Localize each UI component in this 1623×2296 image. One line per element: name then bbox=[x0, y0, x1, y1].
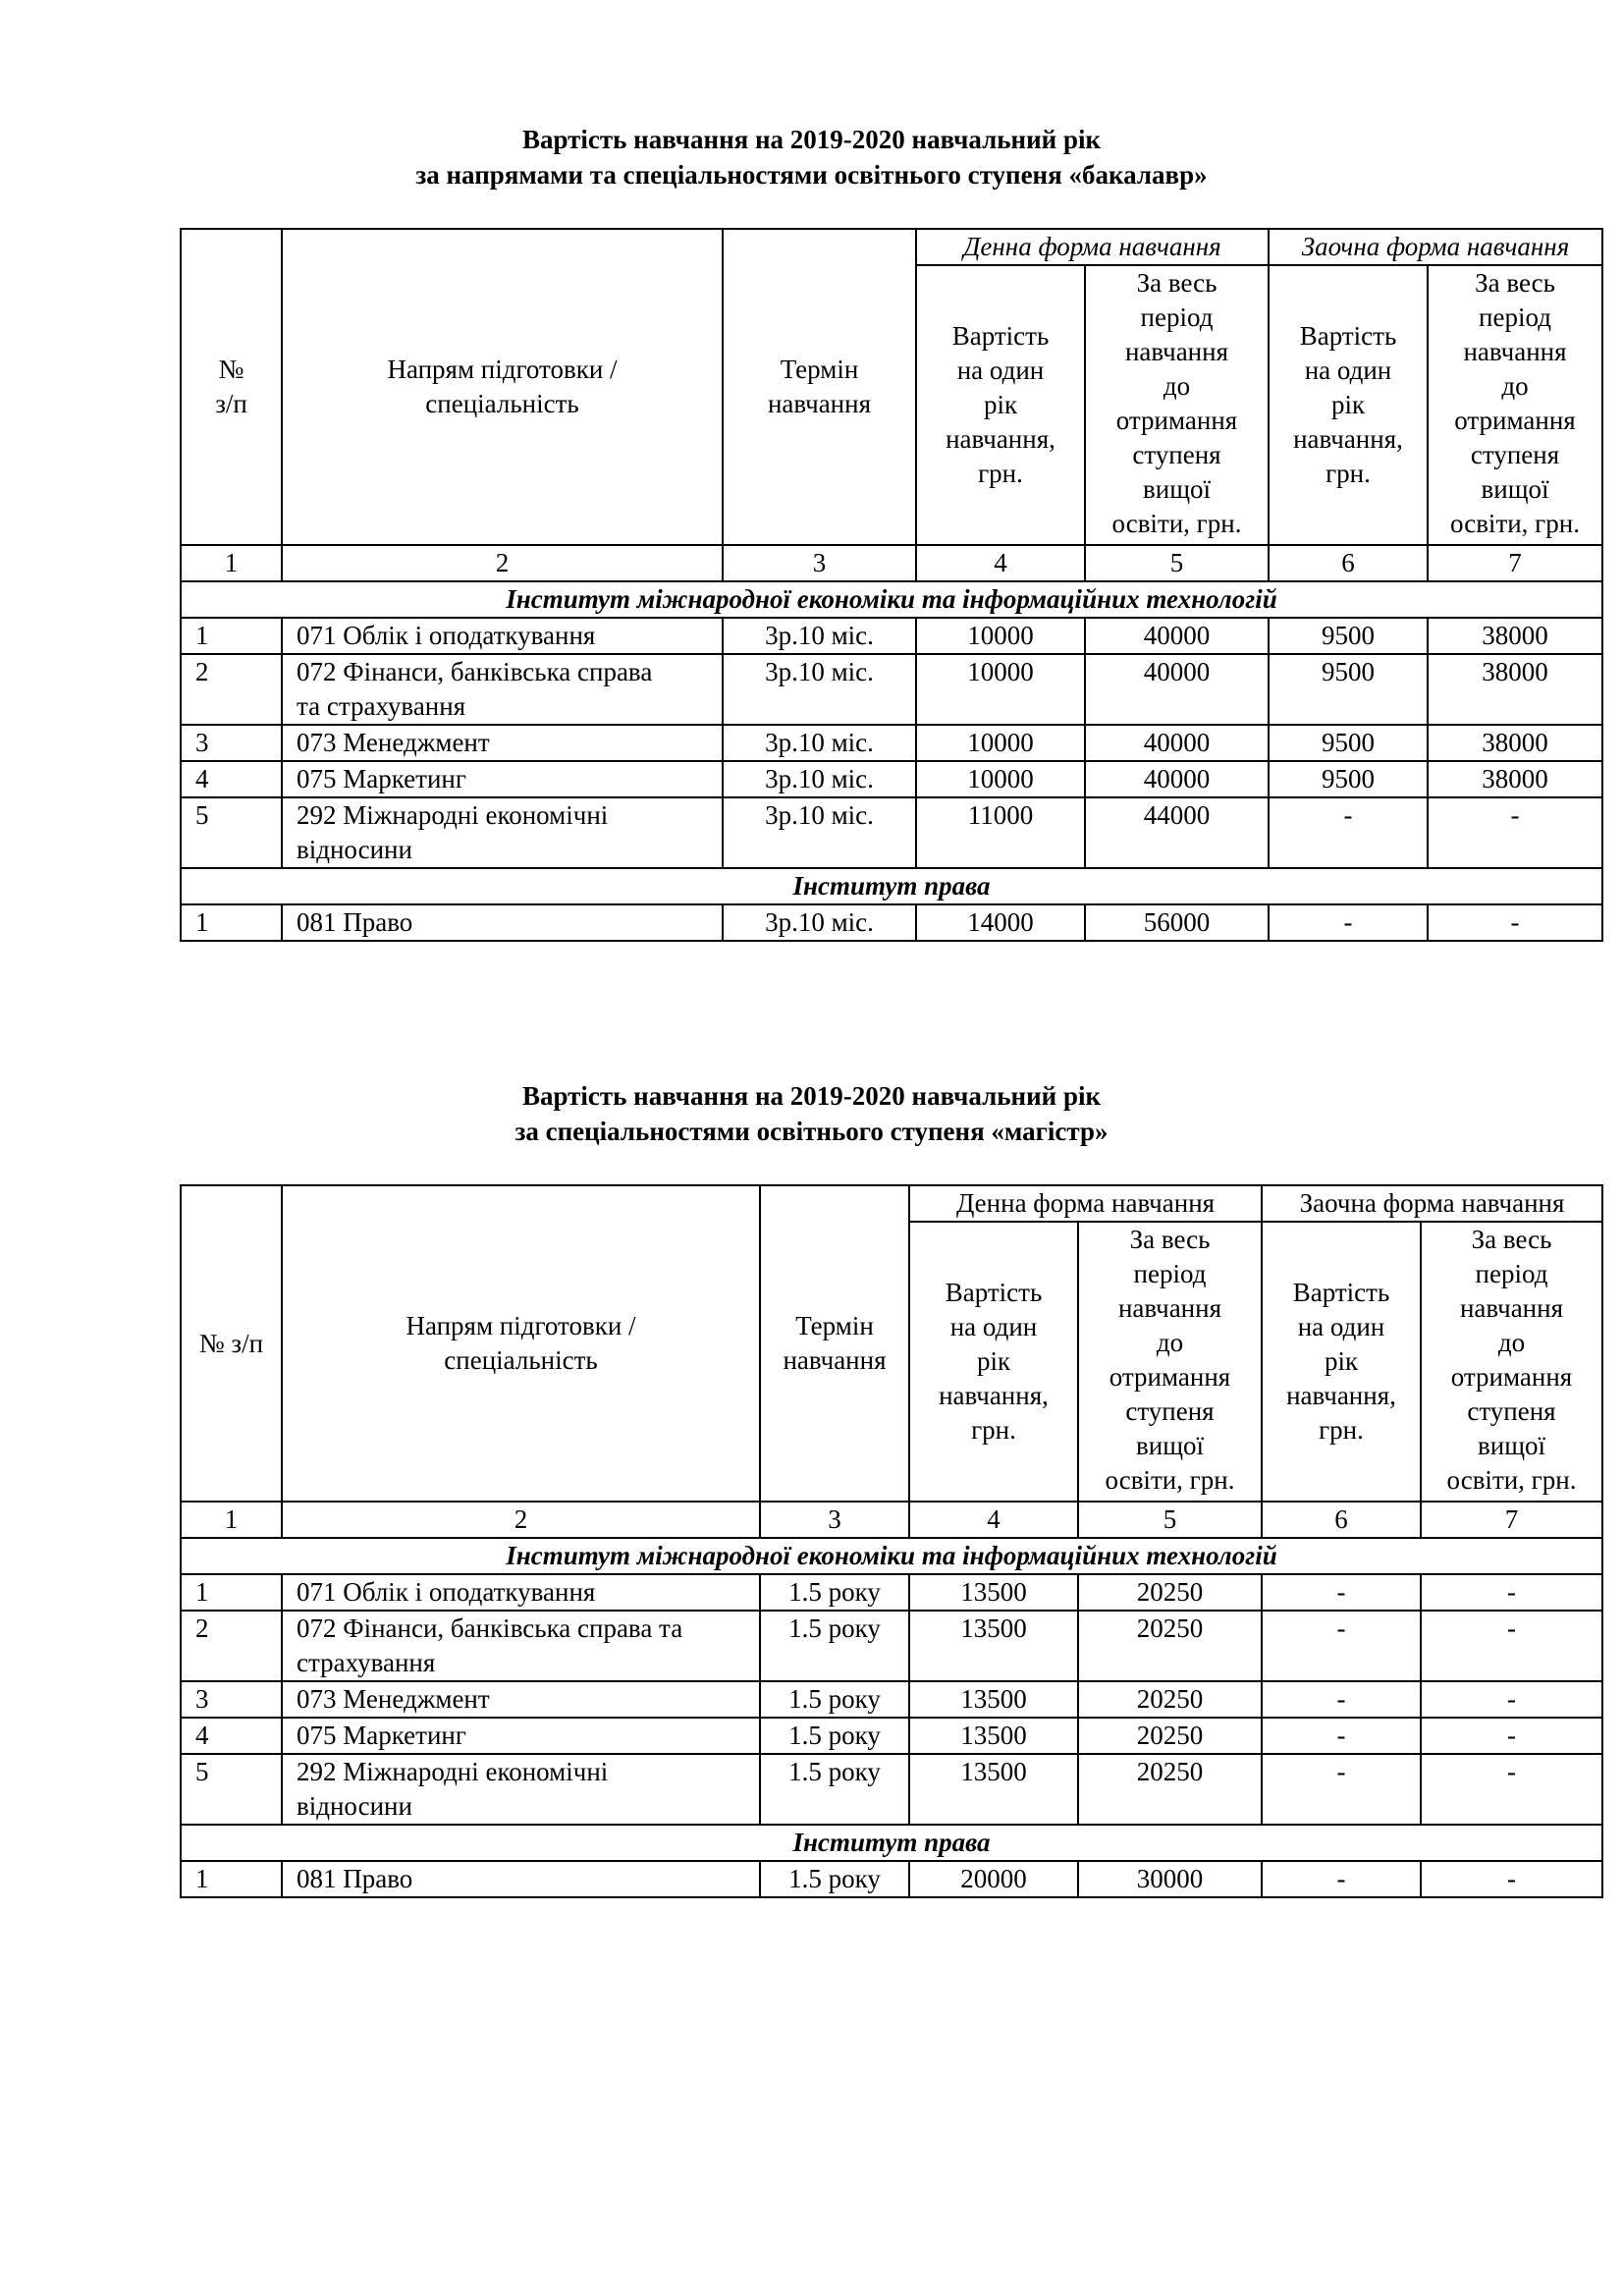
table-row bbox=[181, 1574, 1602, 1611]
row-specialty: 072 Фінанси, банківська справа та страхування bbox=[282, 1611, 760, 1681]
row-term: 3р.10 міс. bbox=[723, 761, 916, 797]
table-row bbox=[181, 618, 1602, 654]
institute-section-row bbox=[181, 1825, 1602, 1861]
row-term: 3р.10 міс. bbox=[723, 797, 916, 868]
row-term: 3р.10 міс. bbox=[723, 904, 916, 941]
master-title bbox=[0, 1078, 1623, 1149]
header-extramural-form: Заочна форма навчання bbox=[1262, 1185, 1602, 1222]
row-extramural-cost-total: - bbox=[1428, 904, 1602, 941]
row-extramural-cost-year: - bbox=[1262, 1681, 1421, 1718]
header-extramural-cost-total: За весь період навчання до отримання ступеня вищої освіти, грн. bbox=[1428, 265, 1602, 545]
bachelor-title-line1: Вартість навчання на 2019-2020 навчальний рік bbox=[521, 125, 1102, 154]
row-extramural-cost-total: - bbox=[1428, 797, 1602, 868]
row-day-cost-year: 10000 bbox=[916, 725, 1085, 761]
row-specialty: 073 Менеджмент bbox=[282, 1681, 760, 1718]
row-term: 1.5 року bbox=[760, 1718, 909, 1754]
table-row bbox=[181, 904, 1602, 941]
row-number: 1 bbox=[181, 904, 282, 941]
row-number: 1 bbox=[181, 618, 282, 654]
column-number-row bbox=[181, 1502, 1602, 1538]
row-specialty: 075 Маркетинг bbox=[282, 761, 723, 797]
row-extramural-cost-year: - bbox=[1262, 1611, 1421, 1681]
header-num: № з/п bbox=[181, 1185, 282, 1502]
header-extramural-cost-year: Вартість на один рік навчання, грн. bbox=[1269, 265, 1428, 545]
column-number: 4 bbox=[909, 1502, 1078, 1538]
row-term: 1.5 року bbox=[760, 1681, 909, 1718]
row-day-cost-year: 10000 bbox=[916, 654, 1085, 725]
institute-name: Інститут міжнародної економіки та інформаційних технологій bbox=[181, 581, 1602, 618]
column-number: 2 bbox=[282, 545, 723, 581]
master-table-body bbox=[181, 1185, 1602, 1897]
row-number: 3 bbox=[181, 1681, 282, 1718]
row-term: 1.5 року bbox=[760, 1611, 909, 1681]
row-specialty: 071 Облік і оподаткування bbox=[282, 618, 723, 654]
column-number: 4 bbox=[916, 545, 1085, 581]
column-number: 5 bbox=[1085, 545, 1269, 581]
row-extramural-cost-year: - bbox=[1262, 1718, 1421, 1754]
row-extramural-cost-year: - bbox=[1269, 904, 1428, 941]
row-number: 4 bbox=[181, 1718, 282, 1754]
row-day-cost-total: 40000 bbox=[1085, 761, 1269, 797]
table-row bbox=[181, 797, 1602, 868]
row-day-cost-year: 13500 bbox=[909, 1611, 1078, 1681]
row-number: 5 bbox=[181, 1754, 282, 1825]
row-extramural-cost-total: - bbox=[1421, 1681, 1602, 1718]
row-extramural-cost-total: 38000 bbox=[1428, 654, 1602, 725]
column-number: 6 bbox=[1269, 545, 1428, 581]
master-title-line1: Вартість навчання на 2019-2020 навчальний рік bbox=[521, 1081, 1102, 1111]
row-extramural-cost-total: - bbox=[1421, 1611, 1602, 1681]
column-number-row bbox=[181, 545, 1602, 581]
row-term: 3р.10 міс. bbox=[723, 618, 916, 654]
row-day-cost-total: 44000 bbox=[1085, 797, 1269, 868]
row-term: 1.5 року bbox=[760, 1574, 909, 1611]
row-extramural-cost-total: - bbox=[1421, 1574, 1602, 1611]
row-extramural-cost-year: 9500 bbox=[1269, 618, 1428, 654]
row-extramural-cost-year: - bbox=[1262, 1861, 1421, 1897]
header-day-cost-year: Вартість на один рік навчання, грн. bbox=[909, 1222, 1078, 1502]
row-day-cost-total: 30000 bbox=[1078, 1861, 1262, 1897]
row-specialty: 292 Міжнародні економічні відносини bbox=[282, 797, 723, 868]
header-specialty: Напрям підготовки / спеціальність bbox=[282, 229, 723, 545]
header-num: № з/п bbox=[181, 229, 282, 545]
table-row bbox=[181, 725, 1602, 761]
row-extramural-cost-total: 38000 bbox=[1428, 618, 1602, 654]
header-day-form: Денна форма навчання bbox=[916, 229, 1269, 265]
column-number: 7 bbox=[1428, 545, 1602, 581]
header-term: Термін навчання bbox=[723, 229, 916, 545]
row-day-cost-year: 14000 bbox=[916, 904, 1085, 941]
row-number: 4 bbox=[181, 761, 282, 797]
column-number: 1 bbox=[181, 1502, 282, 1538]
row-specialty: 073 Менеджмент bbox=[282, 725, 723, 761]
bachelor-title bbox=[0, 122, 1623, 192]
institute-section-row bbox=[181, 581, 1602, 618]
column-number: 7 bbox=[1421, 1502, 1602, 1538]
row-extramural-cost-total: - bbox=[1421, 1754, 1602, 1825]
table-row bbox=[181, 1861, 1602, 1897]
institute-name: Інститут міжнародної економіки та інформаційних технологій bbox=[181, 1538, 1602, 1574]
row-day-cost-year: 11000 bbox=[916, 797, 1085, 868]
institute-section-row bbox=[181, 1538, 1602, 1574]
row-day-cost-year: 13500 bbox=[909, 1574, 1078, 1611]
row-extramural-cost-total: - bbox=[1421, 1718, 1602, 1754]
row-extramural-cost-year: 9500 bbox=[1269, 654, 1428, 725]
row-day-cost-year: 13500 bbox=[909, 1754, 1078, 1825]
bachelor-table bbox=[180, 228, 1603, 942]
table-row bbox=[181, 1681, 1602, 1718]
row-extramural-cost-year: - bbox=[1269, 797, 1428, 868]
row-day-cost-year: 20000 bbox=[909, 1861, 1078, 1897]
column-number: 3 bbox=[723, 545, 916, 581]
row-day-cost-year: 13500 bbox=[909, 1681, 1078, 1718]
row-specialty: 072 Фінанси, банківська справа та страхування bbox=[282, 654, 723, 725]
row-day-cost-total: 20250 bbox=[1078, 1754, 1262, 1825]
row-day-cost-total: 20250 bbox=[1078, 1611, 1262, 1681]
row-day-cost-year: 10000 bbox=[916, 618, 1085, 654]
row-extramural-cost-total: 38000 bbox=[1428, 761, 1602, 797]
column-number: 1 bbox=[181, 545, 282, 581]
column-number: 2 bbox=[282, 1502, 760, 1538]
header-day-cost-total: За весь період навчання до отримання ступеня вищої освіти, грн. bbox=[1078, 1222, 1262, 1502]
row-extramural-cost-year: 9500 bbox=[1269, 725, 1428, 761]
header-day-cost-year: Вартість на один рік навчання, грн. bbox=[916, 265, 1085, 545]
row-extramural-cost-year: - bbox=[1262, 1754, 1421, 1825]
table-row bbox=[181, 1718, 1602, 1754]
row-extramural-cost-year: - bbox=[1262, 1574, 1421, 1611]
row-term: 1.5 року bbox=[760, 1861, 909, 1897]
row-day-cost-year: 13500 bbox=[909, 1718, 1078, 1754]
row-number: 5 bbox=[181, 797, 282, 868]
master-title-line2: за спеціальностями освітнього ступеня «магістр» bbox=[514, 1117, 1109, 1146]
row-day-cost-total: 40000 bbox=[1085, 618, 1269, 654]
header-specialty: Напрям підготовки / спеціальність bbox=[282, 1185, 760, 1502]
row-term: 3р.10 міс. bbox=[723, 725, 916, 761]
header-row bbox=[181, 229, 1602, 265]
institute-name: Інститут права bbox=[181, 1825, 1602, 1861]
row-term: 3р.10 міс. bbox=[723, 654, 916, 725]
row-specialty: 292 Міжнародні економічні відносини bbox=[282, 1754, 760, 1825]
row-day-cost-total: 20250 bbox=[1078, 1718, 1262, 1754]
header-extramural-form: Заочна форма навчання bbox=[1269, 229, 1602, 265]
row-number: 3 bbox=[181, 725, 282, 761]
row-specialty: 081 Право bbox=[282, 904, 723, 941]
row-term: 1.5 року bbox=[760, 1754, 909, 1825]
column-number: 5 bbox=[1078, 1502, 1262, 1538]
table-row bbox=[181, 654, 1602, 725]
row-number: 2 bbox=[181, 654, 282, 725]
row-extramural-cost-year: 9500 bbox=[1269, 761, 1428, 797]
row-specialty: 075 Маркетинг bbox=[282, 1718, 760, 1754]
institute-name: Інститут права bbox=[181, 868, 1602, 904]
bachelor-title-line2: за напрямами та спеціальностями освітнього ступеня «бакалавр» bbox=[415, 160, 1208, 190]
column-number: 6 bbox=[1262, 1502, 1421, 1538]
header-row bbox=[181, 1185, 1602, 1222]
row-specialty: 081 Право bbox=[282, 1861, 760, 1897]
master-table bbox=[180, 1184, 1603, 1898]
header-extramural-cost-total: За весь період навчання до отримання ступеня вищої освіти, грн. bbox=[1421, 1222, 1602, 1502]
row-day-cost-total: 40000 bbox=[1085, 654, 1269, 725]
header-extramural-cost-year: Вартість на один рік навчання, грн. bbox=[1262, 1222, 1421, 1502]
bachelor-table-body bbox=[181, 229, 1602, 941]
row-day-cost-total: 40000 bbox=[1085, 725, 1269, 761]
table-row bbox=[181, 1611, 1602, 1681]
row-day-cost-year: 10000 bbox=[916, 761, 1085, 797]
row-number: 2 bbox=[181, 1611, 282, 1681]
row-number: 1 bbox=[181, 1574, 282, 1611]
table-row bbox=[181, 761, 1602, 797]
table-row bbox=[181, 1754, 1602, 1825]
header-day-cost-total: За весь період навчання до отримання ступеня вищої освіти, грн. bbox=[1085, 265, 1269, 545]
institute-section-row bbox=[181, 868, 1602, 904]
header-day-form: Денна форма навчання bbox=[909, 1185, 1262, 1222]
row-extramural-cost-total: 38000 bbox=[1428, 725, 1602, 761]
row-number: 1 bbox=[181, 1861, 282, 1897]
row-day-cost-total: 20250 bbox=[1078, 1681, 1262, 1718]
row-day-cost-total: 20250 bbox=[1078, 1574, 1262, 1611]
column-number: 3 bbox=[760, 1502, 909, 1538]
row-extramural-cost-total: - bbox=[1421, 1861, 1602, 1897]
row-specialty: 071 Облік і оподаткування bbox=[282, 1574, 760, 1611]
header-term: Термін навчання bbox=[760, 1185, 909, 1502]
row-day-cost-total: 56000 bbox=[1085, 904, 1269, 941]
